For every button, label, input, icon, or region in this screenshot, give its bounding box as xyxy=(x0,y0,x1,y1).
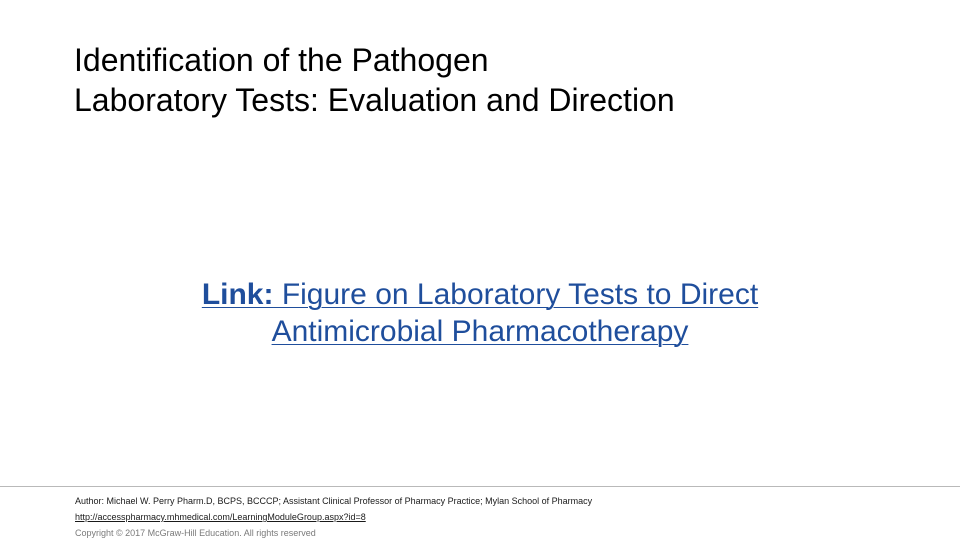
footer-source-link[interactable]: http://accesspharmacy.mhmedical.com/LearningModuleGroup.aspx?id=8 xyxy=(75,512,366,522)
figure-link[interactable] xyxy=(0,276,960,350)
footer-divider xyxy=(0,486,960,487)
footer-author: Author: Michael W. Perry Pharm.D, BCPS, BCCCP; Assistant Clinical Professor of Pharmacy Practice; Mylan School of Pharmacy xyxy=(75,496,593,506)
title-line-2: Laboratory Tests: Evaluation and Direction xyxy=(74,82,675,118)
title-line-1: Identification of the Pathogen xyxy=(74,42,489,78)
figure-link-line-1 xyxy=(0,276,960,313)
slide-title xyxy=(74,40,914,120)
link-text-line-2: Antimicrobial Pharmacotherapy xyxy=(271,315,689,348)
link-prefix: Link: xyxy=(201,278,274,311)
link-text-line-1: Figure on Laboratory Tests to Direct xyxy=(273,278,759,311)
figure-link-block xyxy=(0,276,960,350)
footer-copyright: Copyright © 2017 McGraw-Hill Education. All rights reserved xyxy=(75,528,316,538)
footer xyxy=(75,493,945,541)
